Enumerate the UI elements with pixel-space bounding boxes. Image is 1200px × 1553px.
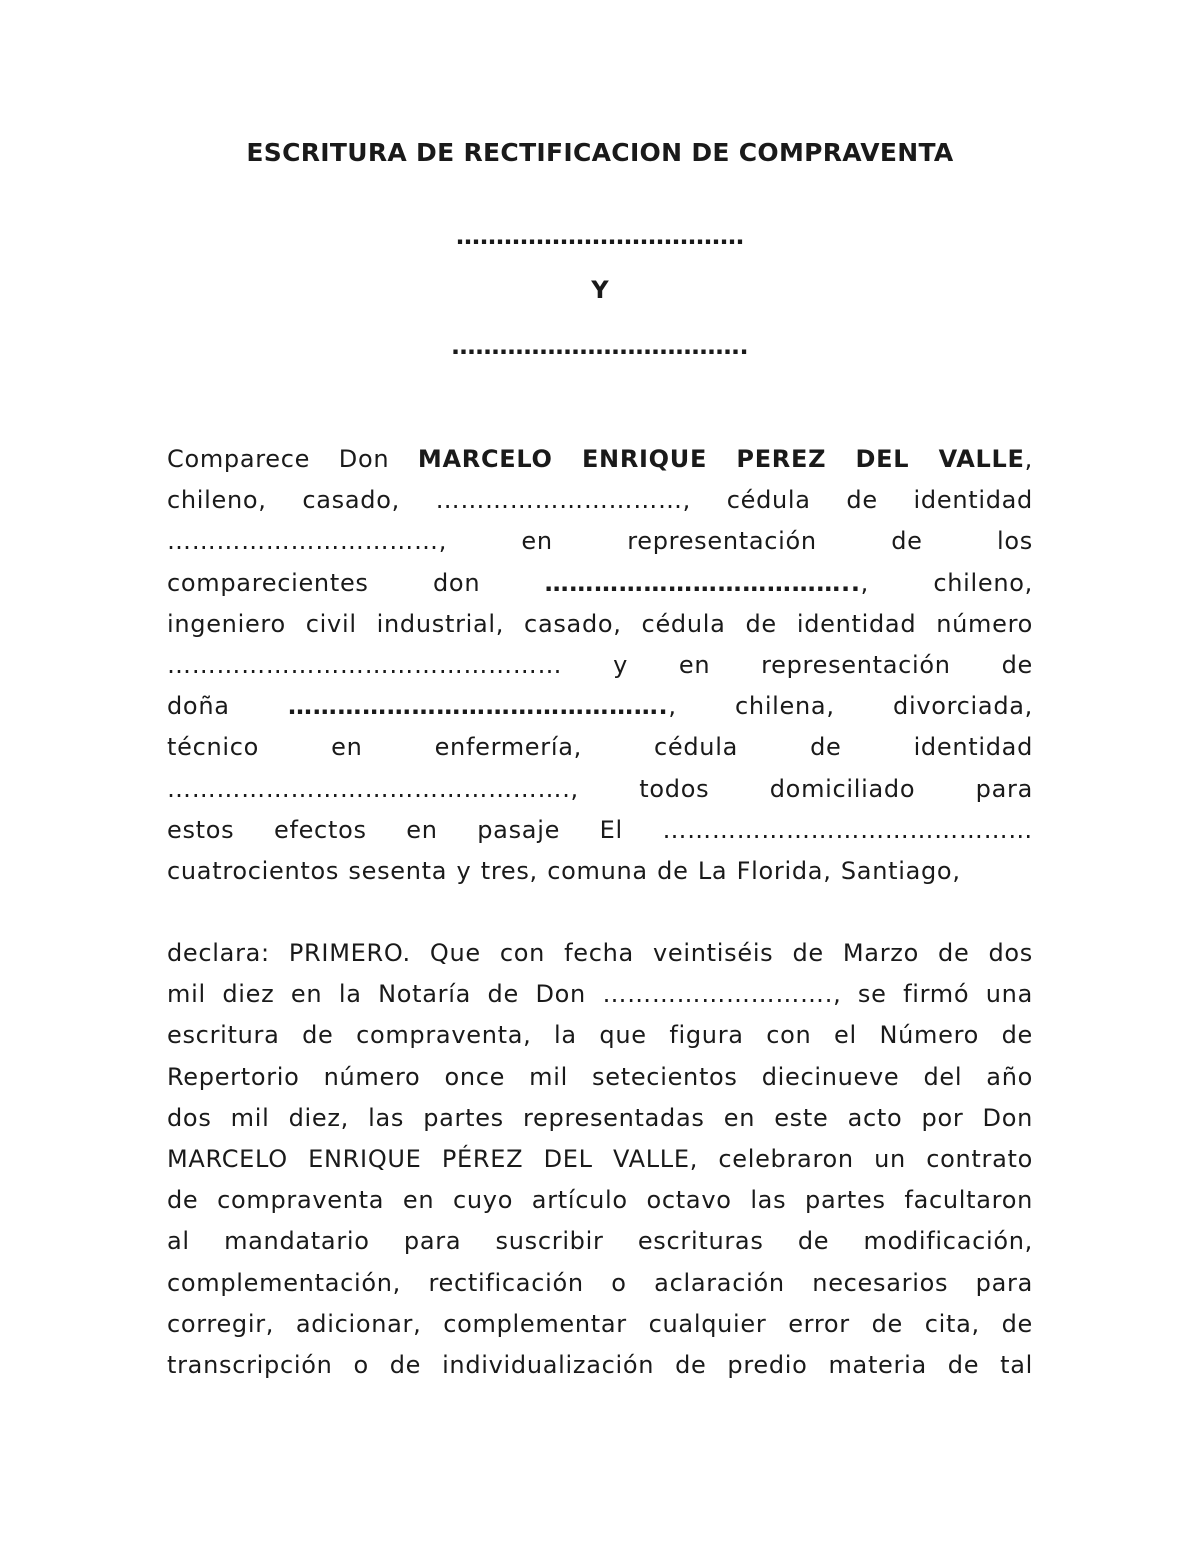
text-line: ………………………………………… y en representación de bbox=[167, 650, 1033, 679]
text-line: ingeniero civil industrial, casado, cédula de identidad número bbox=[167, 609, 1033, 638]
text-line: comparecientes don ……………………………….., chileno, bbox=[167, 568, 1033, 597]
text-line: dos mil diez, las partes representadas en este acto por Don bbox=[167, 1103, 1033, 1132]
text-line: Repertorio número once mil setecientos diecinueve del año bbox=[167, 1062, 1033, 1091]
text-line: cuatrocientos sesenta y tres, comuna de La Florida, Santiago, bbox=[167, 856, 961, 885]
text-line: al mandatario para suscribir escrituras de modificación, bbox=[167, 1227, 1033, 1256]
text-line: escritura de compraventa, la que figura con el Número de bbox=[167, 1021, 1033, 1050]
text-line: doña ………………………………………., chilena, divorciada, bbox=[167, 692, 1033, 721]
text-line: chileno, casado, …………………………, cédula de identidad bbox=[167, 486, 1033, 515]
text-line: transcripción o de individualización de predio materia de tal bbox=[167, 1350, 1033, 1379]
text-line: corregir, adicionar, complementar cualquier error de cita, de bbox=[167, 1309, 1033, 1338]
connector-y: Y bbox=[591, 276, 609, 304]
text-line: de compraventa en cuyo artículo octavo las partes facultaron bbox=[167, 1186, 1033, 1215]
party-one-placeholder: ……………………………… bbox=[456, 222, 744, 250]
text-line: MARCELO ENRIQUE PÉREZ DEL VALLE, celebraron un contrato bbox=[167, 1144, 1033, 1173]
text-line: mil diez en la Notaría de Don ………………………., se firmó una bbox=[167, 980, 1033, 1009]
paragraph-comparecencia bbox=[167, 439, 1033, 892]
text-line: técnico en enfermería, cédula de identidad bbox=[167, 733, 1033, 762]
text-line: declara: PRIMERO. Que con fecha veintiséis de Marzo de dos bbox=[167, 939, 1033, 967]
document-title: ESCRITURA DE RECTIFICACION DE COMPRAVENTA bbox=[246, 138, 954, 167]
paragraph-declaracion bbox=[167, 933, 1033, 1386]
text-line: ……………………………, en representación de los bbox=[167, 527, 1033, 556]
text-line: estos efectos en pasaje El ……………………………………… bbox=[167, 815, 1033, 844]
text-line: …………………………………………., todos domiciliado para bbox=[167, 774, 1033, 803]
text-line: Comparece Don MARCELO ENRIQUE PEREZ DEL VALLE, bbox=[167, 445, 1033, 473]
text-line: complementación, rectificación o aclaración necesarios para bbox=[167, 1268, 1033, 1297]
party-two-placeholder: ………………………………. bbox=[451, 332, 749, 360]
